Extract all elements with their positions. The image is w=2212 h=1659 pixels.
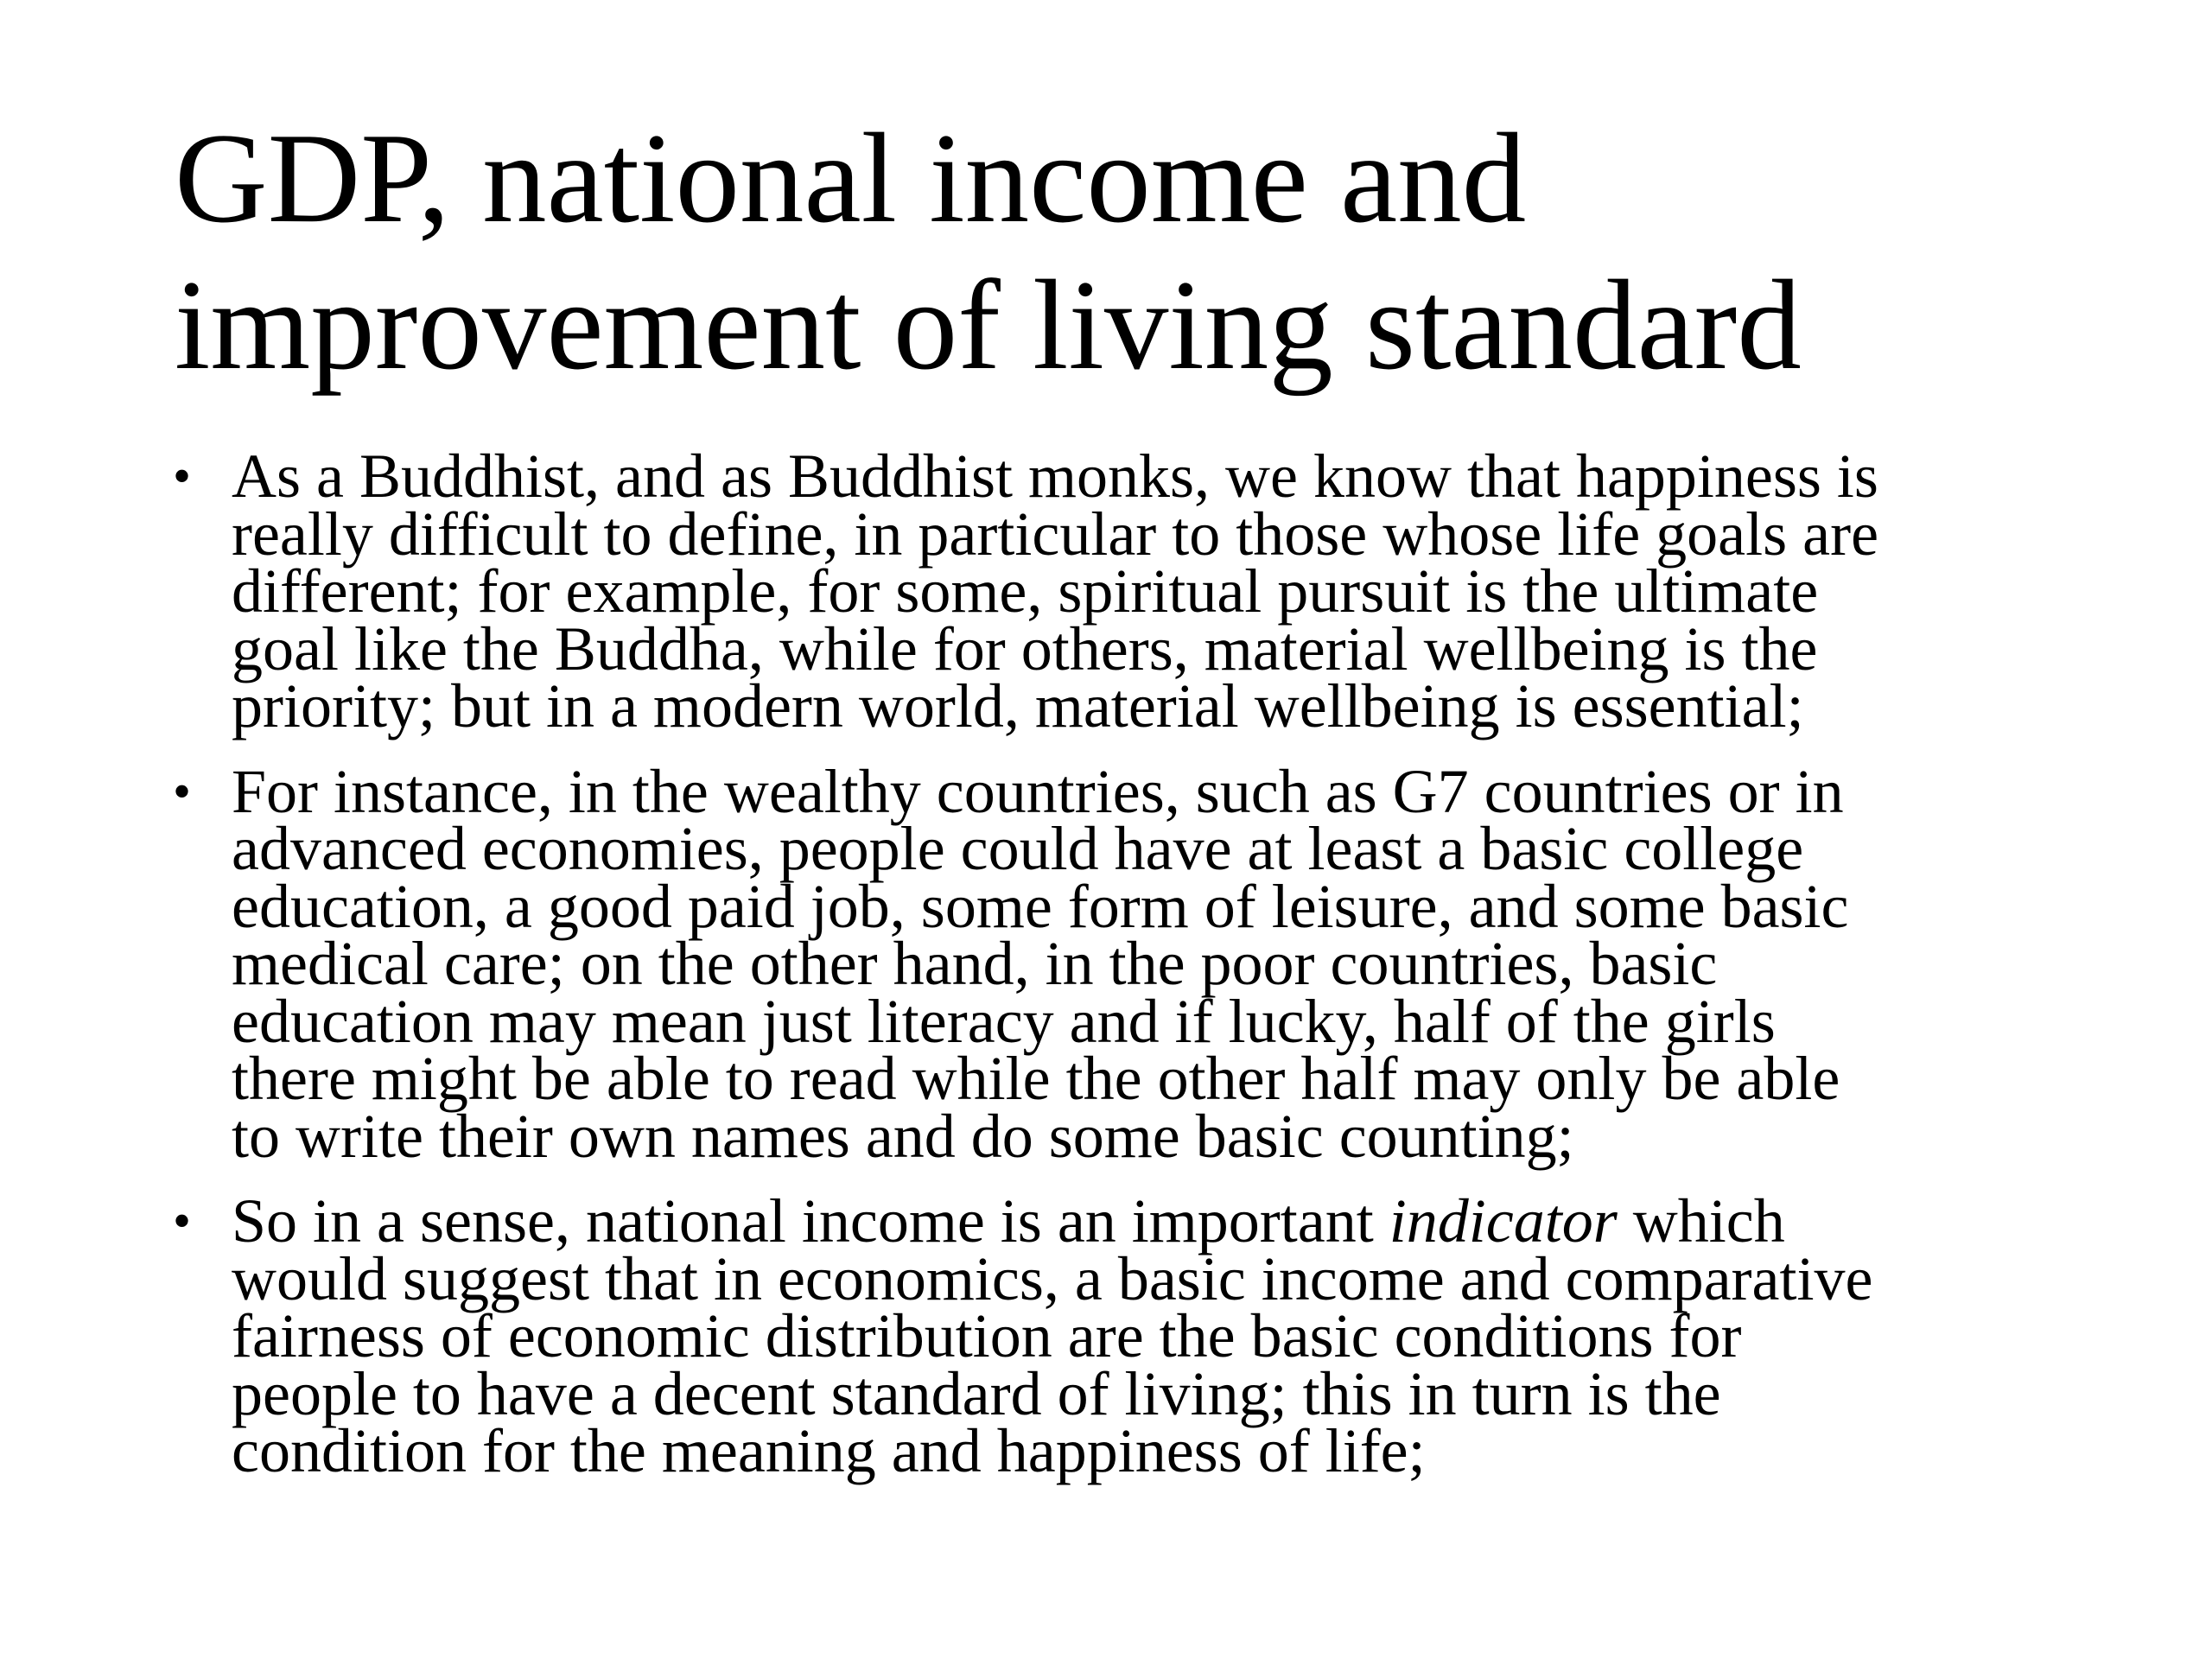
bullet-line: education may mean just literacy and if lucky, half of the girls <box>232 986 1776 1056</box>
bullet-line: priority; but in a modern world, material wellbeing is essential; <box>232 671 1804 741</box>
bullet-line: medical care; on the other hand, in the poor countries, basic <box>232 929 1718 998</box>
bullet-item <box>173 1186 2091 1485</box>
bullet-item <box>173 756 2091 1171</box>
bullet-line: goal like the Buddha, while for others, material wellbeing is the <box>232 613 1818 683</box>
bullet-text: which <box>1617 1186 1785 1255</box>
bullet-line: condition for the meaning and happiness of life; <box>232 1416 1426 1485</box>
bullet-line: different; for example, for some, spiritual pursuit is the ultimate <box>232 556 1819 626</box>
bullet-dot-icon: • <box>173 448 192 505</box>
bullet-dot-icon: • <box>173 762 192 820</box>
title-line: improvement of living standard <box>175 254 1802 397</box>
bullet-line <box>232 1186 2091 1255</box>
bullet-line: would suggest that in economics, a basic income and comparative <box>232 1243 1873 1313</box>
bullet-line: really difficult to define, in particular to those whose life goals are <box>232 499 1879 569</box>
bullet-line: For instance, in the wealthy countries, such as G7 countries or in <box>232 756 1844 826</box>
bullet-item <box>173 442 2091 741</box>
bullet-list <box>173 442 2091 1485</box>
bullet-line: there might be able to read while the other half may only be able <box>232 1044 1840 1113</box>
bullet-line: to write their own names and do some basic counting; <box>232 1101 1574 1171</box>
title-line: GDP, national income and <box>175 107 1527 250</box>
bullet-line: fairness of economic distribution are the basic conditions for <box>232 1301 1742 1370</box>
bullet-line: education, a good paid job, some form of leisure, and some basic <box>232 871 1849 941</box>
emphasized-word: indicator <box>1389 1186 1618 1255</box>
bullet-dot-icon: • <box>173 1192 192 1249</box>
bullet-line: people to have a decent standard of living; this in turn is the <box>232 1358 1721 1428</box>
slide-title <box>175 105 2075 399</box>
bullet-line: advanced economies, people could have at least a basic college <box>232 814 1804 883</box>
bullet-line: As a Buddhist, and as Buddhist monks, we know that happiness is <box>232 442 1878 511</box>
bullet-text: So in a sense, national income is an important <box>232 1186 1389 1255</box>
